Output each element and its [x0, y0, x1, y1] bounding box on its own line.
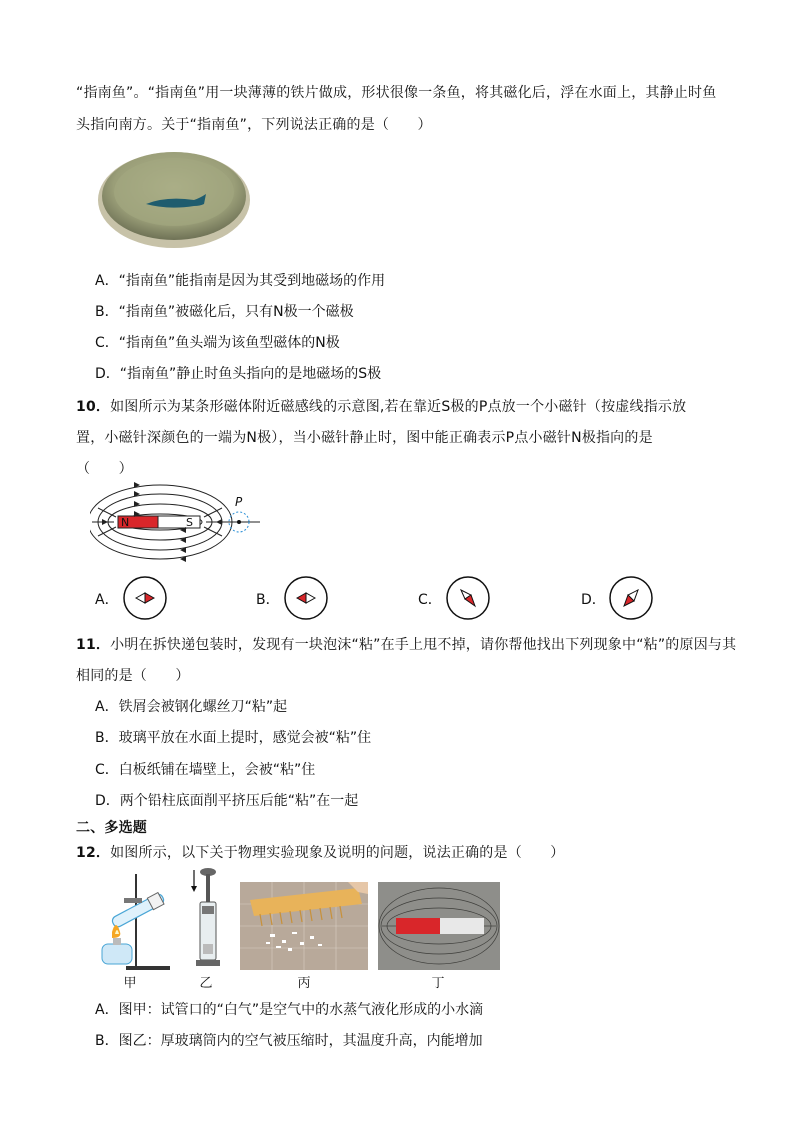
figure-yi-compression-tube	[186, 866, 226, 972]
caption-yi: 乙	[199, 976, 213, 991]
q9-stem-line1: “指南鱼”。“指南鱼”用一块薄薄的铁片做成，形状很像一条鱼，将其磁化后，浮在水面上，其静止时鱼	[76, 85, 717, 101]
q10-stem-line1: 如图所示为某条形磁体附近磁感线的示意图,若在靠近S极的P点放一个小磁针（按虚线指示放	[110, 399, 687, 415]
q10-option-d-label[interactable]: D．	[581, 592, 606, 608]
magnet-red-half	[396, 918, 440, 934]
caption-ding: 丁	[431, 976, 445, 991]
q9-option-b[interactable]: B．“指南鱼”被磁化后，只有N极一个磁极	[95, 304, 354, 320]
caption-jia: 甲	[123, 976, 137, 991]
section-title: 二、多选题	[76, 820, 147, 836]
q9-stem-line2: 头指向南方。关于“指南鱼”，下列说法正确的是（ ）	[76, 117, 432, 133]
compass-a-icon[interactable]	[122, 575, 168, 621]
figure-ding-magnet-filings	[378, 882, 500, 970]
point-p-label: P	[235, 495, 243, 509]
q10-stem-line2: 置，小磁针深颜色的一端为N极），当小磁针静止时，图中能正确表示P点小磁针N极指向的是	[76, 430, 653, 446]
compass-b-icon[interactable]	[283, 575, 329, 621]
magnetic-field-diagram	[90, 482, 270, 564]
caption-bing: 丙	[297, 976, 311, 991]
q11-option-a[interactable]: A．铁屑会被钢化螺丝刀“粘”起	[95, 699, 288, 715]
magnet-s-half	[158, 516, 200, 528]
q9-option-a[interactable]: A．“指南鱼”能指南是因为其受到地磁场的作用	[95, 273, 386, 289]
magnet-white-half	[440, 918, 484, 934]
q9-option-d[interactable]: D．“指南鱼”静止时鱼头指向的是地磁场的S极	[95, 366, 382, 382]
q11-number: 11．	[76, 637, 111, 653]
q10-stem-line3: （ ）	[76, 461, 133, 477]
q12-stem: 如图所示，以下关于物理实验现象及说明的问题，说法正确的是（ ）	[110, 845, 565, 861]
q12-number: 12．	[76, 845, 111, 861]
compass-c-icon[interactable]	[445, 575, 491, 621]
compass-d-icon[interactable]	[608, 575, 654, 621]
q9-option-c[interactable]: C．“指南鱼”鱼头端为该鱼型磁体的N极	[95, 335, 340, 351]
q11-option-d[interactable]: D．两个铅柱底面削平挤压后能“粘”在一起	[95, 793, 359, 809]
figure-bing-comb	[240, 882, 368, 970]
q11-option-c[interactable]: C．白板纸铺在墙壁上，会被“粘”住	[95, 762, 316, 778]
q10-option-c-label[interactable]: C．	[418, 592, 442, 608]
magnet-n-label: N	[121, 516, 130, 529]
figure-jia-test-tube	[92, 872, 176, 972]
q10-option-a-label[interactable]: A．	[95, 592, 119, 608]
q12-option-b[interactable]: B．图乙：厚玻璃筒内的空气被压缩时，其温度升高，内能增加	[95, 1033, 483, 1049]
q10-option-b-label[interactable]: B．	[256, 592, 280, 608]
q11-stem-line2: 相同的是（ ）	[76, 668, 190, 684]
q11-stem-line1: 小明在拆快递包装时，发现有一块泡沫“粘”在手上甩不掉，请你帮他找出下列现象中“粘”的原因与其	[110, 637, 737, 653]
magnet-s-label: S	[186, 516, 193, 529]
q10-number: 10．	[76, 399, 111, 415]
q12-option-a[interactable]: A．图甲：试管口的“白气”是空气中的水蒸气液化形成的小水滴	[95, 1002, 484, 1018]
zhinan-fish-dish-image	[96, 140, 252, 252]
q11-option-b[interactable]: B．玻璃平放在水面上提时，感觉会被“粘”住	[95, 730, 372, 746]
